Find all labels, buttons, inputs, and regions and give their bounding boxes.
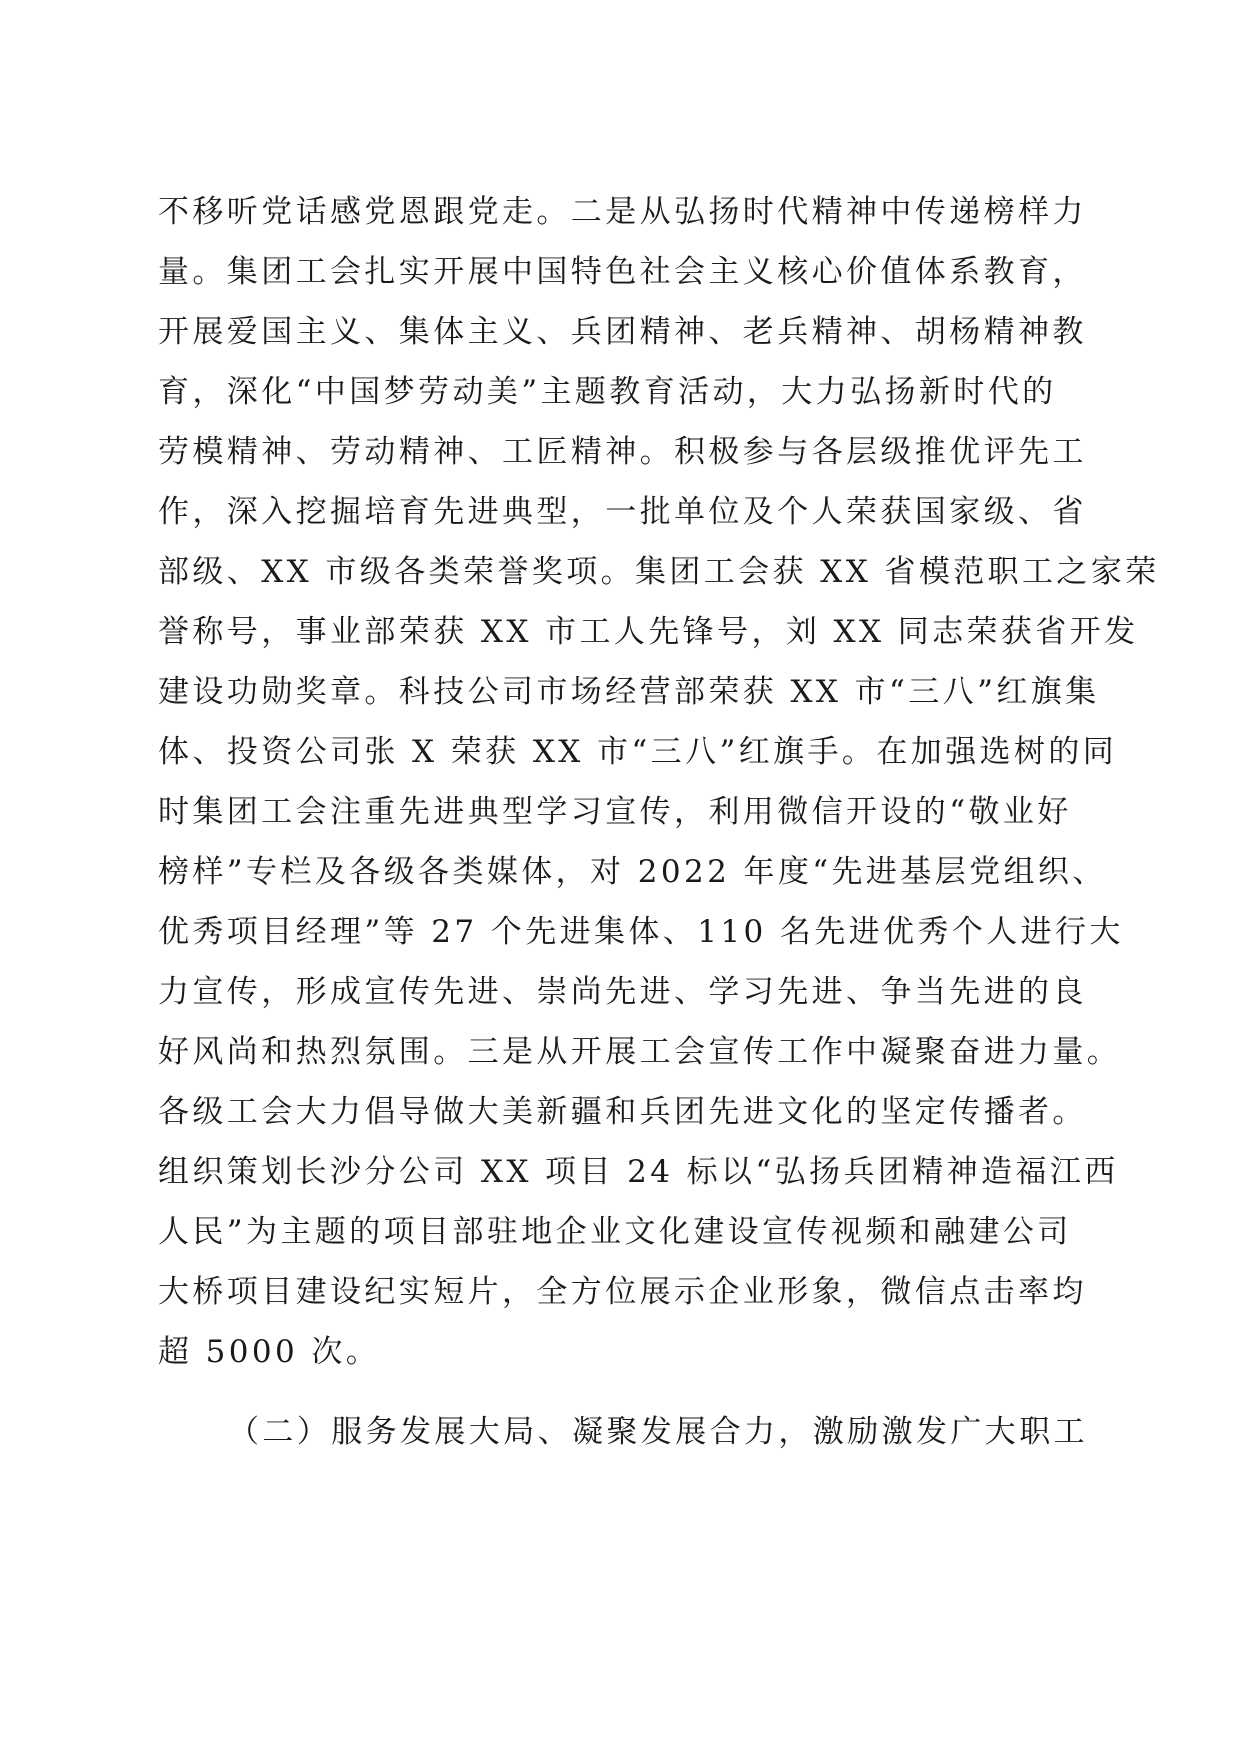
body-line: 量。集团工会扎实开展中国特色社会主义核心价值体系教育， — [158, 254, 1087, 290]
body-line: 作，深入挖掘培育先进典型，一批单位及个人荣获国家级、省 — [158, 494, 1087, 530]
body-line: 人民”为主题的项目部驻地企业文化建设宣传视频和融建公司 — [158, 1214, 1072, 1250]
body-line: 劳模精神、劳动精神、工匠精神。积极参与各层级推优评先工 — [158, 434, 1087, 470]
body-line: 不移听党话感党恩跟党走。二是从弘扬时代精神中传递榜样力 — [158, 194, 1087, 230]
body-line: 大桥项目建设纪实短片，全方位展示企业形象，微信点击率均 — [158, 1274, 1087, 1310]
body-line: 优秀项目经理”等 27 个先进集体、110 名先进优秀个人进行大 — [158, 914, 1124, 950]
body-line: 榜样”专栏及各级各类媒体，对 2022 年度“先进基层党组织、 — [158, 854, 1107, 890]
section-heading: （二）服务发展大局、凝聚发展合力，激励激发广大职工 — [228, 1414, 1088, 1450]
body-line: 力宣传，形成宣传先进、崇尚先进、学习先进、争当先进的良 — [158, 974, 1087, 1010]
body-line: 体、投资公司张 X 荣获 XX 市“三八”红旗手。在加强选树的同 — [158, 734, 1118, 770]
body-line: 育，深化“中国梦劳动美”主题教育活动，大力弘扬新时代的 — [158, 374, 1057, 410]
body-line: 建设功勋奖章。科技公司市场经营部荣获 XX 市“三八”红旗集 — [158, 674, 1100, 710]
body-line: 各级工会大力倡导做大美新疆和兵团先进文化的坚定传播者。 — [158, 1094, 1087, 1130]
body-line: 开展爱国主义、集体主义、兵团精神、老兵精神、胡杨精神教 — [158, 314, 1087, 350]
body-line: 部级、XX 市级各类荣誉奖项。集团工会获 XX 省模范职工之家荣 — [158, 554, 1160, 590]
body-line: 时集团工会注重先进典型学习宣传，利用微信开设的“敬业好 — [158, 794, 1072, 830]
body-line: 超 5000 次。 — [158, 1334, 381, 1370]
body-line: 誉称号，事业部荣获 XX 市工人先锋号，刘 XX 同志荣获省开发 — [158, 614, 1139, 650]
body-line: 好风尚和热烈氛围。三是从开展工会宣传工作中凝聚奋进力量。 — [158, 1034, 1122, 1070]
body-line: 组织策划长沙分公司 XX 项目 24 标以“弘扬兵团精神造福江西 — [158, 1154, 1119, 1190]
